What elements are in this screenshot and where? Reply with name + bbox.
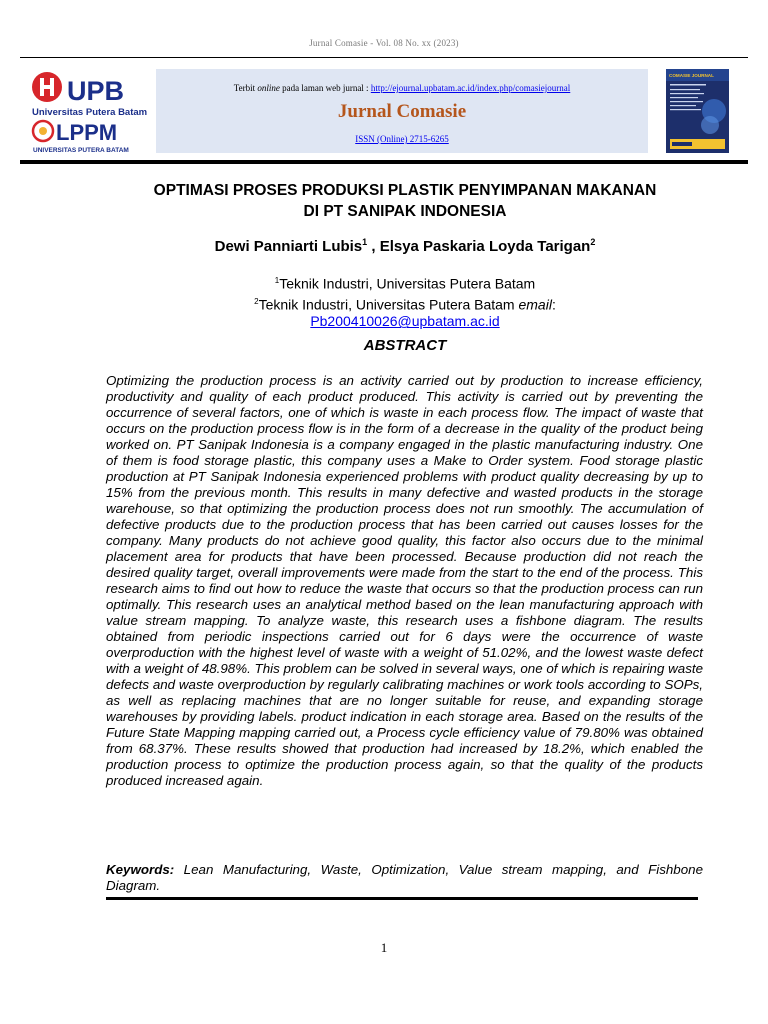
journal-cover-image: [666, 69, 729, 153]
journal-cover-svg: [666, 69, 729, 153]
upb-logo-text: UPB: [67, 76, 125, 106]
email-colon: :: [551, 296, 556, 313]
lppm-logo-subtitle: UNIVERSITAS PUTERA BATAM: [33, 147, 129, 154]
author-list: [90, 237, 720, 255]
upb-logo-subtitle: Universitas Putera Batam: [32, 107, 148, 118]
author-2: Elsya Paskaria Loyda Tarigan: [379, 238, 591, 255]
paper-title: [90, 180, 720, 222]
journal-url-link[interactable]: http://ejournal.upbatam.ac.id/index.php/comasiejournal: [370, 83, 571, 93]
keywords: [106, 862, 703, 894]
running-head: Jurnal Comasie - Vol. 08 No. xx (2023): [309, 38, 459, 48]
abstract-heading: ABSTRACT: [363, 337, 447, 354]
affiliations: [90, 272, 720, 330]
author-separator: ,: [367, 238, 380, 255]
banner-prefix: Terbit: [233, 83, 258, 93]
affiliation-1-number: 1: [274, 276, 280, 285]
abstract-end-rule: [106, 897, 698, 900]
masthead-rule: [20, 160, 748, 164]
institution-logos: [30, 68, 150, 154]
abstract-body: Optimizing the production process is an activity carried out by production to increase efficiency, productivity and quality of each product produced. This activity is carried out by preventing the occurrence of several factors, one of which is waste in each process flow. The impact of waste that occurs on the production process flow is in the form of a decrease in the quality of the product being worked on. PT Sanipak Indonesia is a company engaged in the plastic manufacturing industry. One of them is food storage plastic, this company uses a Make to Order system. Food storage plastic production at PT Sanipak Indonesia experienced problems with product quality decreasing by up to 15% from the previous month. This results in many defective and wasted products in the storage warehouse, so that optimizing the production process does not run smoothly. The accumulation of defective products due to the production process that has been carried out causes losses for the company. Many products do not achieve good quality, this factor also occurs due to the minimal placement area for products that have been processed. Because production did not reach the desired quality target, overall improvements were made from the start to the end of the process. This research aims to find out how to reduce the waste that occurs so that the production process can run optimally. This research uses an analytical method based on the lean manufacturing approach with value stream mapping. To analyze waste, this research uses a fishbone diagram. The results obtained from periodic inspections carried out for 6 days were the occurrence of waste overproduction with the highest level of waste with a weight of 51.02%, and the lowest waste defect with a weight of 48.98%. This problem can be solved in several ways, one of which is repairing waste defects and waste overproduction by regularly calibrating machines or work tools according to SOPs, as well as replacing machines that are no longer suitable for reuse, and expanding storage warehouses by providing labels. product indication in each storage area. Based on the results of the Future State Mapping mapping carried out, a Process cycle efficiency value of 79.80% was obtained from 68.37%. These results showed that production had increased by 18.2%, which enabled the production process to optimize the production process again, so that the quality of the products produced increased again.: [106, 373, 703, 788]
issn-link[interactable]: ISSN (Online) 2715-6265: [355, 134, 449, 144]
banner-publication-line: [156, 83, 648, 93]
affiliation-2: [90, 293, 720, 314]
upb-lppm-logo: [30, 68, 150, 154]
author-2-affil: 2: [590, 237, 596, 247]
journal-title: Jurnal Comasie: [337, 101, 467, 122]
affiliation-1-text: Teknik Industri, Universitas Putera Batam: [279, 275, 536, 292]
page-number: 1: [380, 940, 388, 955]
keywords-label: Keywords:: [106, 862, 175, 877]
banner-middle: pada laman web jurnal :: [279, 83, 371, 93]
author-email-link[interactable]: Pb200410026@upbatam.ac.id: [310, 313, 500, 330]
affiliation-1: [90, 272, 720, 293]
banner-online: online: [257, 83, 280, 93]
lppm-logo-text: LPPM: [56, 120, 118, 145]
paper-title-line-1: OPTIMASI PROSES PRODUKSI PLASTIK PENYIMPANAN MAKANAN: [153, 182, 657, 199]
header-rule: [20, 57, 748, 58]
journal-banner: [156, 69, 648, 153]
author-1: Dewi Panniarti Lubis: [214, 238, 363, 255]
paper-title-line-2: DI PT SANIPAK INDONESIA: [303, 203, 507, 220]
journal-masthead: [20, 66, 748, 156]
affiliation-2-number: 2: [254, 296, 259, 306]
affiliation-2-text: Teknik Industri, Universitas Putera Batam: [258, 296, 519, 313]
email-label: email: [518, 296, 552, 313]
author-1-affil: 1: [362, 237, 368, 247]
cover-label: COMASIE JOURNAL: [669, 73, 714, 78]
keywords-list: Lean Manufacturing, Waste, Optimization, Value stream mapping, and Fishbone Diagram.: [106, 862, 703, 893]
